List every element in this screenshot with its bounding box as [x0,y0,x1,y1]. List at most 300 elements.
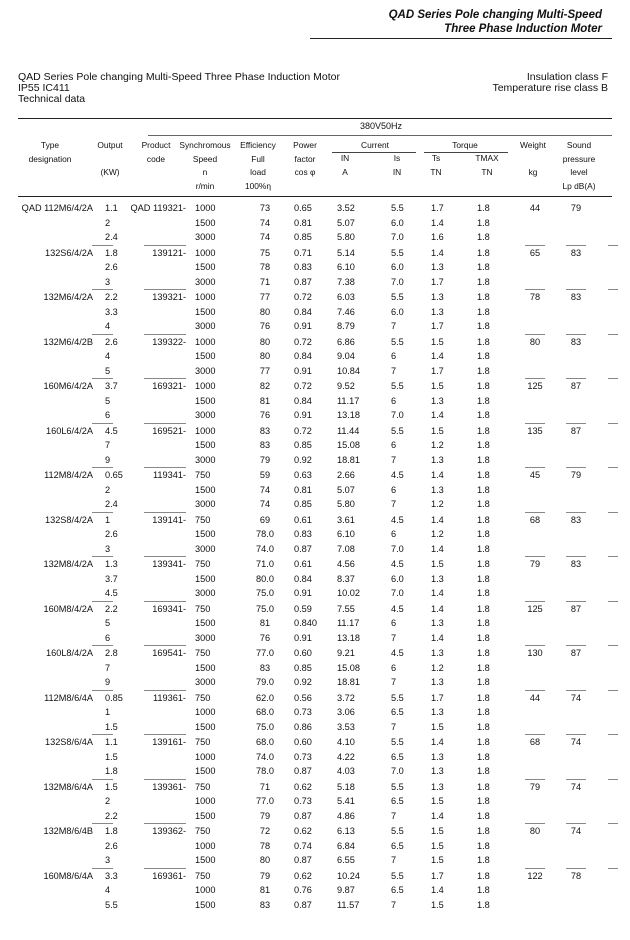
table-row [0,737,630,751]
group-separator [525,289,545,290]
motor-group [0,515,630,560]
is-cell: 7.0 [391,543,404,554]
tmax-cell: 1.8 [477,781,490,792]
out-cell: 6 [105,632,111,643]
out-cell: 3 [105,855,111,865]
eff-cell: 80 [259,336,271,347]
tmax-cell: 1.8 [477,484,490,495]
group-separator [525,645,545,646]
pf-cell: 0.86 [294,721,312,732]
pf-cell: 0.87 [294,766,312,776]
sync-cell: 750 [195,514,211,525]
in-cell: 4.03 [337,766,355,776]
pf-cell: 0.60 [294,737,312,747]
header-rule [310,38,612,39]
group-separator [608,690,618,691]
group-separator [566,690,586,691]
tmax-cell: 1.8 [477,543,490,554]
tmax-cell: 1.8 [477,499,490,509]
tmax-cell: 1.8 [477,648,490,658]
ts-cell: 1.7 [431,365,444,376]
group-separator [92,423,113,424]
group-separator [144,467,186,468]
eff-cell: 75.0 [256,603,274,614]
ts-cell: 1.2 [431,662,444,673]
out-cell: 1.5 [105,751,118,762]
type-designation: QAD 112M6/4/2A [21,203,93,213]
voltage-header: 380V50Hz [360,121,403,131]
eff-cell: 76 [259,321,271,331]
in-cell: 5.14 [337,247,355,258]
product-code: 139121- [152,247,186,258]
header-torque-tmax: TMAX TN [475,153,499,177]
in-cell: 6.84 [337,840,355,851]
table-row [0,752,630,766]
in-cell: 11.17 [337,618,360,628]
header-code: Product code [141,140,171,164]
pf-cell: 0.72 [294,336,312,347]
table-row [0,574,630,588]
out-cell: 5.5 [105,899,118,910]
pf-cell: 0.61 [294,559,312,569]
pf-cell: 0.62 [294,826,312,836]
weight-cell: 65 [529,247,541,258]
product-code: 139141- [152,514,186,525]
is-cell: 7 [391,810,397,821]
pf-cell: 0.73 [294,796,312,806]
in-cell: 6.55 [337,855,355,865]
product-code: 119361- [152,692,186,703]
is-cell: 5.5 [391,737,404,747]
ts-cell: 1.2 [431,440,444,450]
header-sync: Synchromous Speed n r/min [179,140,231,191]
group-separator [566,779,586,780]
is-cell: 6.0 [391,262,404,272]
group-separator [525,245,545,246]
motor-group [0,826,630,871]
in-cell: 7.46 [337,306,355,317]
sound-level-cell: 79 [570,203,582,213]
is-cell: 7 [391,899,397,910]
weight-cell: 122 [527,870,543,881]
in-cell: 11.57 [337,899,360,910]
eff-cell: 80.0 [256,573,274,584]
is-cell: 5.5 [391,203,404,213]
sync-cell: 3000 [195,321,216,331]
type-designation: 132M8/6/4A [43,781,93,792]
in-cell: 10.24 [337,870,360,881]
ts-cell: 1.3 [431,306,444,317]
ts-cell: 1.5 [431,840,444,851]
out-cell: 1 [105,514,111,525]
pf-cell: 0.85 [294,499,312,509]
out-cell: 2.6 [105,840,118,851]
is-cell: 7 [391,499,397,509]
pf-cell: 0.56 [294,692,312,703]
eff-cell: 81 [259,618,271,628]
eff-cell: 75.0 [256,721,274,732]
tmax-cell: 1.8 [477,410,490,420]
group-separator [525,423,545,424]
motor-group [0,337,630,382]
sync-cell: 1000 [195,203,216,213]
group-separator [608,868,618,869]
motor-group [0,470,630,515]
out-cell: 3.7 [105,573,118,584]
product-code: 169341- [152,603,186,614]
eff-cell: 83 [259,899,271,910]
pf-cell: 0.87 [294,276,312,287]
motor-group [0,604,630,649]
group-separator [92,690,113,691]
group-separator [566,601,586,602]
ts-cell: 1.7 [431,321,444,331]
sync-cell: 1000 [195,425,216,436]
pf-cell: 0.84 [294,306,312,317]
eff-cell: 71 [259,781,271,792]
pf-cell: 0.62 [294,781,312,792]
ts-cell: 1.4 [431,885,444,895]
ts-cell: 1.4 [431,543,444,554]
in-cell: 6.13 [337,826,355,836]
pf-cell: 0.840 [294,618,317,628]
sync-cell: 3000 [195,543,216,554]
table-row [0,470,630,484]
motor-group [0,737,630,782]
eff-cell: 74 [259,484,271,495]
motor-group [0,426,630,471]
ts-cell: 1.5 [431,425,444,436]
ts-cell: 1.5 [431,796,444,806]
sync-cell: 1500 [195,766,216,776]
spec-info-left [18,72,340,105]
pf-cell: 0.72 [294,425,312,436]
eff-cell: 76 [259,410,271,420]
out-cell: 2 [105,796,111,806]
motor-group [0,648,630,693]
pf-cell: 0.71 [294,247,312,258]
tmax-cell: 1.8 [477,721,490,732]
in-cell: 5.80 [337,232,355,242]
table-row [0,292,630,306]
ts-cell: 1.5 [431,826,444,836]
is-cell: 4.5 [391,648,404,658]
ts-cell: 1.3 [431,454,444,465]
in-cell: 6.10 [337,262,355,272]
temperature-rise-class: Temperature rise class B [492,82,608,94]
eff-cell: 62.0 [256,692,274,703]
sync-cell: 750 [195,692,211,703]
is-cell: 5.5 [391,292,404,302]
is-cell: 5.5 [391,425,404,436]
eff-cell: 75 [259,247,271,258]
table-row [0,604,630,618]
tmax-cell: 1.8 [477,247,490,258]
pf-cell: 0.84 [294,351,312,361]
in-cell: 3.72 [337,692,355,703]
header-line-2: Three Phase Induction Moter [444,23,602,35]
table-row [0,826,630,840]
tmax-cell: 1.8 [477,751,490,762]
out-cell: 4 [105,351,111,361]
eff-cell: 73 [259,203,271,213]
weight-cell: 68 [529,514,541,525]
group-separator [566,645,586,646]
motor-group [0,782,630,827]
sound-level-cell: 83 [570,292,582,302]
in-cell: 9.87 [337,885,355,895]
group-separator [92,645,113,646]
in-cell: 3.53 [337,721,355,732]
is-cell: 7 [391,677,397,687]
tmax-cell: 1.8 [477,677,490,687]
header-line-1: QAD Series Pole changing Multi-Speed [388,9,602,21]
pf-cell: 0.91 [294,588,312,598]
in-cell: 4.10 [337,737,355,747]
document-title: QAD Series Pole changing Multi-Speed Three Phase Induction Motor [18,71,340,83]
header-torque: Torque [452,140,478,150]
tmax-cell: 1.8 [477,855,490,865]
pf-cell: 0.81 [294,217,312,228]
tmax-cell: 1.8 [477,737,490,747]
weight-cell: 135 [527,425,543,436]
group-separator [608,779,618,780]
sync-cell: 1500 [195,440,216,450]
is-cell: 6 [391,395,397,406]
out-cell: 0.65 [105,470,123,480]
group-separator [608,334,618,335]
ts-cell: 1.7 [431,692,444,703]
sync-cell: 3000 [195,632,216,643]
sync-cell: 1000 [195,707,216,717]
out-cell: 9 [105,454,111,465]
product-code: 139321- [152,292,186,302]
ts-cell: 1.5 [431,559,444,569]
eff-cell: 78 [259,840,271,851]
in-cell: 7.38 [337,276,355,287]
group-separator [144,556,186,557]
product-code: 139161- [152,737,186,747]
group-separator [144,734,186,735]
group-separator [144,823,186,824]
table-row [0,426,630,440]
pf-cell: 0.62 [294,870,312,881]
eff-cell: 76 [259,632,271,643]
tmax-cell: 1.8 [477,440,490,450]
ts-cell: 1.3 [431,751,444,762]
out-cell: 1.1 [105,737,118,747]
table-row [0,396,630,410]
pf-cell: 0.91 [294,410,312,420]
weight-cell: 130 [527,648,543,658]
table-row [0,440,630,454]
group-separator [92,556,113,557]
voltage-rule [148,135,612,136]
group-separator [92,868,113,869]
out-cell: 1.8 [105,826,118,836]
tmax-cell: 1.8 [477,603,490,614]
motor-group [0,292,630,337]
ts-cell: 1.3 [431,395,444,406]
table-row [0,337,630,351]
in-cell: 4.22 [337,751,355,762]
group-separator [144,423,186,424]
table-row [0,485,630,499]
pf-cell: 0.61 [294,514,312,525]
tmax-cell: 1.8 [477,692,490,703]
sync-cell: 1500 [195,217,216,228]
group-separator [566,289,586,290]
sound-level-cell: 78 [570,870,582,881]
eff-cell: 81 [259,395,271,406]
in-cell: 3.52 [337,203,355,213]
tmax-cell: 1.8 [477,810,490,821]
group-separator [144,289,186,290]
table-row [0,559,630,573]
group-separator [525,378,545,379]
type-designation: 160M8/4/2A [43,603,93,614]
motor-group [0,248,630,293]
tmax-cell: 1.8 [477,840,490,851]
product-code: 139361- [152,781,186,792]
is-cell: 6.5 [391,796,404,806]
is-cell: 5.5 [391,381,404,391]
tmax-cell: 1.8 [477,796,490,806]
sync-cell: 3000 [195,365,216,376]
sync-cell: 1500 [195,395,216,406]
sync-cell: 1000 [195,885,216,895]
tmax-cell: 1.8 [477,336,490,347]
product-code: 169521- [152,425,186,436]
is-cell: 6 [391,529,397,539]
out-cell: 7 [105,440,111,450]
table-row [0,871,630,885]
is-cell: 7 [391,365,397,376]
weight-cell: 68 [529,737,541,747]
is-cell: 7.0 [391,766,404,776]
sync-cell: 1000 [195,796,216,806]
group-separator [144,245,186,246]
sound-level-cell: 83 [570,559,582,569]
tmax-cell: 1.8 [477,321,490,331]
spec-info-right [492,72,608,94]
is-cell: 7 [391,855,397,865]
out-cell: 2 [105,484,111,495]
group-separator [608,423,618,424]
pf-cell: 0.85 [294,662,312,673]
out-cell: 4.5 [105,588,118,598]
group-separator [566,734,586,735]
pf-cell: 0.72 [294,292,312,302]
product-code: 169361- [152,870,186,881]
eff-cell: 72 [259,826,271,836]
table-row [0,262,630,276]
eff-cell: 68.0 [256,707,274,717]
is-cell: 5.5 [391,692,404,703]
eff-cell: 77.0 [256,648,274,658]
out-cell: 0.85 [105,692,123,703]
is-cell: 5.5 [391,247,404,258]
in-cell: 9.21 [337,648,355,658]
sync-cell: 1500 [195,484,216,495]
eff-cell: 77 [259,365,271,376]
table-row [0,796,630,810]
sync-cell: 3000 [195,588,216,598]
out-cell: 1.5 [105,721,118,732]
ts-cell: 1.7 [431,203,444,213]
ts-cell: 1.3 [431,484,444,495]
tmax-cell: 1.8 [477,559,490,569]
table-row [0,900,630,914]
eff-cell: 74 [259,499,271,509]
weight-cell: 125 [527,603,543,614]
type-designation: 132S8/6/4A [44,737,93,747]
tmax-cell: 1.8 [477,217,490,228]
group-separator [608,512,618,513]
sound-level-cell: 87 [570,603,582,614]
header-current-is: Is IN [392,153,402,177]
in-cell: 4.86 [337,810,355,821]
out-cell: 2.4 [105,499,118,509]
pf-cell: 0.92 [294,677,312,687]
tmax-cell: 1.8 [477,573,490,584]
table-row [0,707,630,721]
is-cell: 7 [391,321,397,331]
motor-group [0,203,630,248]
group-separator [92,779,113,780]
group-separator [92,601,113,602]
header-efficiency: Efficiency Full load 100%η [240,140,276,191]
in-cell: 7.55 [337,603,355,614]
sync-cell: 1000 [195,292,216,302]
tmax-cell: 1.8 [477,292,490,302]
out-cell: 7 [105,662,111,673]
eff-cell: 59 [259,470,271,480]
is-cell: 7.0 [391,276,404,287]
ts-cell: 1.2 [431,499,444,509]
ts-cell: 1.4 [431,217,444,228]
ts-cell: 1.3 [431,707,444,717]
sync-cell: 750 [195,870,211,881]
is-cell: 6.0 [391,573,404,584]
sound-level-cell: 87 [570,425,582,436]
sync-cell: 1500 [195,262,216,272]
sound-level-cell: 74 [570,692,582,703]
group-separator [566,868,586,869]
sync-cell: 3000 [195,410,216,420]
sync-cell: 750 [195,559,211,569]
in-cell: 18.81 [337,454,360,465]
is-cell: 4.5 [391,603,404,614]
out-cell: 5 [105,618,111,628]
tmax-cell: 1.8 [477,351,490,361]
is-cell: 4.5 [391,559,404,569]
is-cell: 6 [391,351,397,361]
weight-cell: 80 [529,826,541,836]
eff-cell: 83 [259,662,271,673]
group-separator [608,467,618,468]
out-cell: 2.8 [105,648,118,658]
weight-cell: 44 [529,692,541,703]
type-designation: 132S6/4/2A [44,247,93,258]
sync-cell: 3000 [195,454,216,465]
ts-cell: 1.4 [431,247,444,258]
group-separator [525,601,545,602]
group-separator [525,467,545,468]
table-row [0,693,630,707]
sync-cell: 1500 [195,306,216,317]
pf-cell: 0.63 [294,470,312,480]
